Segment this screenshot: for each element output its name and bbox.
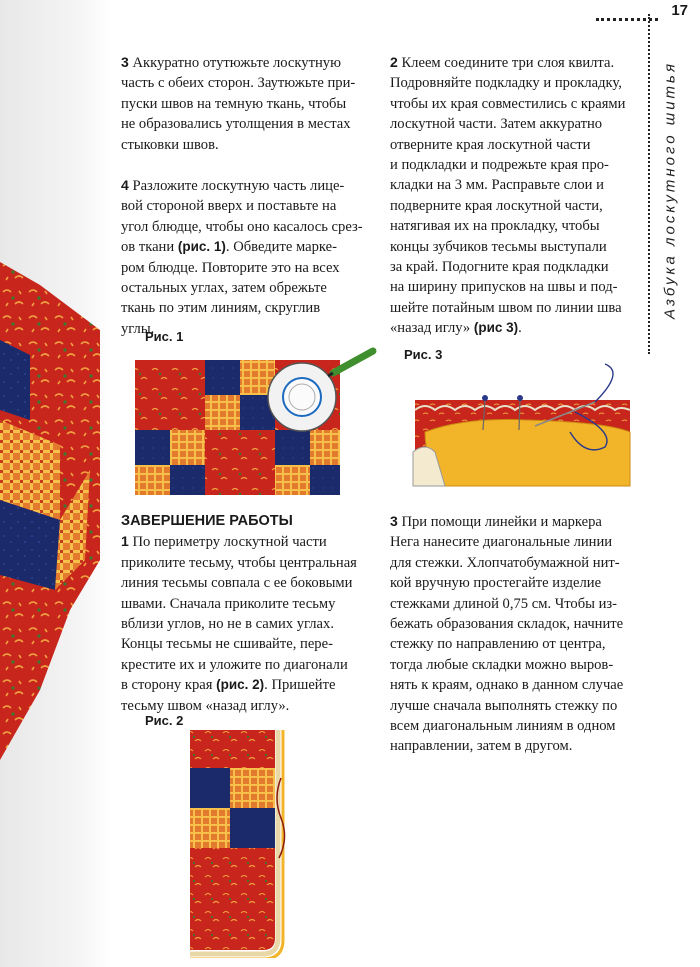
step-3-paragraph: 3 Аккуратно отутюжьте лоскутную часть с обеих сторон. Заутюжьте при- пуски швов на темную ткань, чтобы не образовались утолщения в местах стыковки швов.: [121, 54, 356, 153]
figure-2-illustration: [185, 728, 295, 958]
figure-3-label: Рис. 3: [404, 347, 443, 362]
left-column-top: [121, 52, 377, 359]
page-number: 17: [671, 2, 688, 19]
step-number: 3: [390, 513, 398, 529]
section-title: Азбука лоскутного шитья: [661, 61, 679, 319]
figure-1-label: Рис. 1: [145, 329, 184, 344]
step-number: 4: [121, 177, 129, 194]
quilt-photo-strip: [0, 0, 110, 967]
step-2-paragraph: 2 Клеем соедините три слоя квилта. Подровняйте подкладку и прокладку, чтобы их края совместились с краями лоскутной части. Затем аккуратно отверните края лоскутной части и подкладки и подрежьте края про- кладки на 3 мм. Расправьте слои и подверните края лоскутной части, натягивая их на прокладку, чтобы концы зубчиков тесьмы выступали за край. Подогните края подкладки на ширину припусков на швы и под- шейте потайным швом по линии шва «назад иглу» (рис 3).: [390, 54, 626, 337]
figure-reference: (рис 3): [473, 320, 519, 336]
figure-1-illustration: [130, 345, 380, 500]
quilt-photo: [0, 0, 110, 967]
step-4-paragraph: 4 Разложите лоскутную часть лице- вой стороной вверх и поставьте на угол блюдце, чтобы оно касалось срез- ов ткани (рис. 1). Обведите марке- ром блюдце. Повторите это на всех остальных углах, затем обрежьте ткань по этим линиям, скруглив углы.: [121, 177, 363, 337]
left-column-bottom: [121, 511, 377, 736]
step-number: 2: [390, 54, 398, 70]
figure-2-label: Рис. 2: [145, 713, 184, 728]
step-1-paragraph: 1 По периметру лоскутной части приколите тесьму, чтобы центральная линия тесьмы совпала с ее боковыми швами. Сначала приколите тесьму вблизи углов, но не в самих углах. Концы тесьмы не сшивайте, пере- крестите их и уложите по диагонали в сторону края (рис. 2). Пришейте тесьму швом «назад иглу».: [121, 533, 357, 714]
figure-reference: (рис. 1): [177, 239, 226, 255]
step-number: 1: [121, 533, 129, 550]
section-heading: ЗАВЕРШЕНИЕ РАБОТЫ: [121, 513, 293, 529]
step-3-quilting-paragraph: 3 При помощи линейки и маркера Нега нанесите диагональные линии для стежки. Хлопчатобумажной нит- кой вручную простегайте изделие стежками длиной 0,75 см. Чтобы из- бежать образования складок, начните стежку по направлению от центра, тогда любые складки можно выров- нять к краям, однако в данном случае лучше сначала выполнять стежку по всем диагональным линиям в одном направлении, затем в другом.: [390, 513, 624, 755]
right-column-top: [390, 52, 640, 359]
right-column-bottom: [390, 511, 640, 777]
figure-reference: (рис. 2): [216, 677, 265, 693]
saucer-icon: [268, 363, 336, 431]
figure-3-illustration: [405, 362, 635, 492]
step-number: 3: [121, 54, 129, 70]
